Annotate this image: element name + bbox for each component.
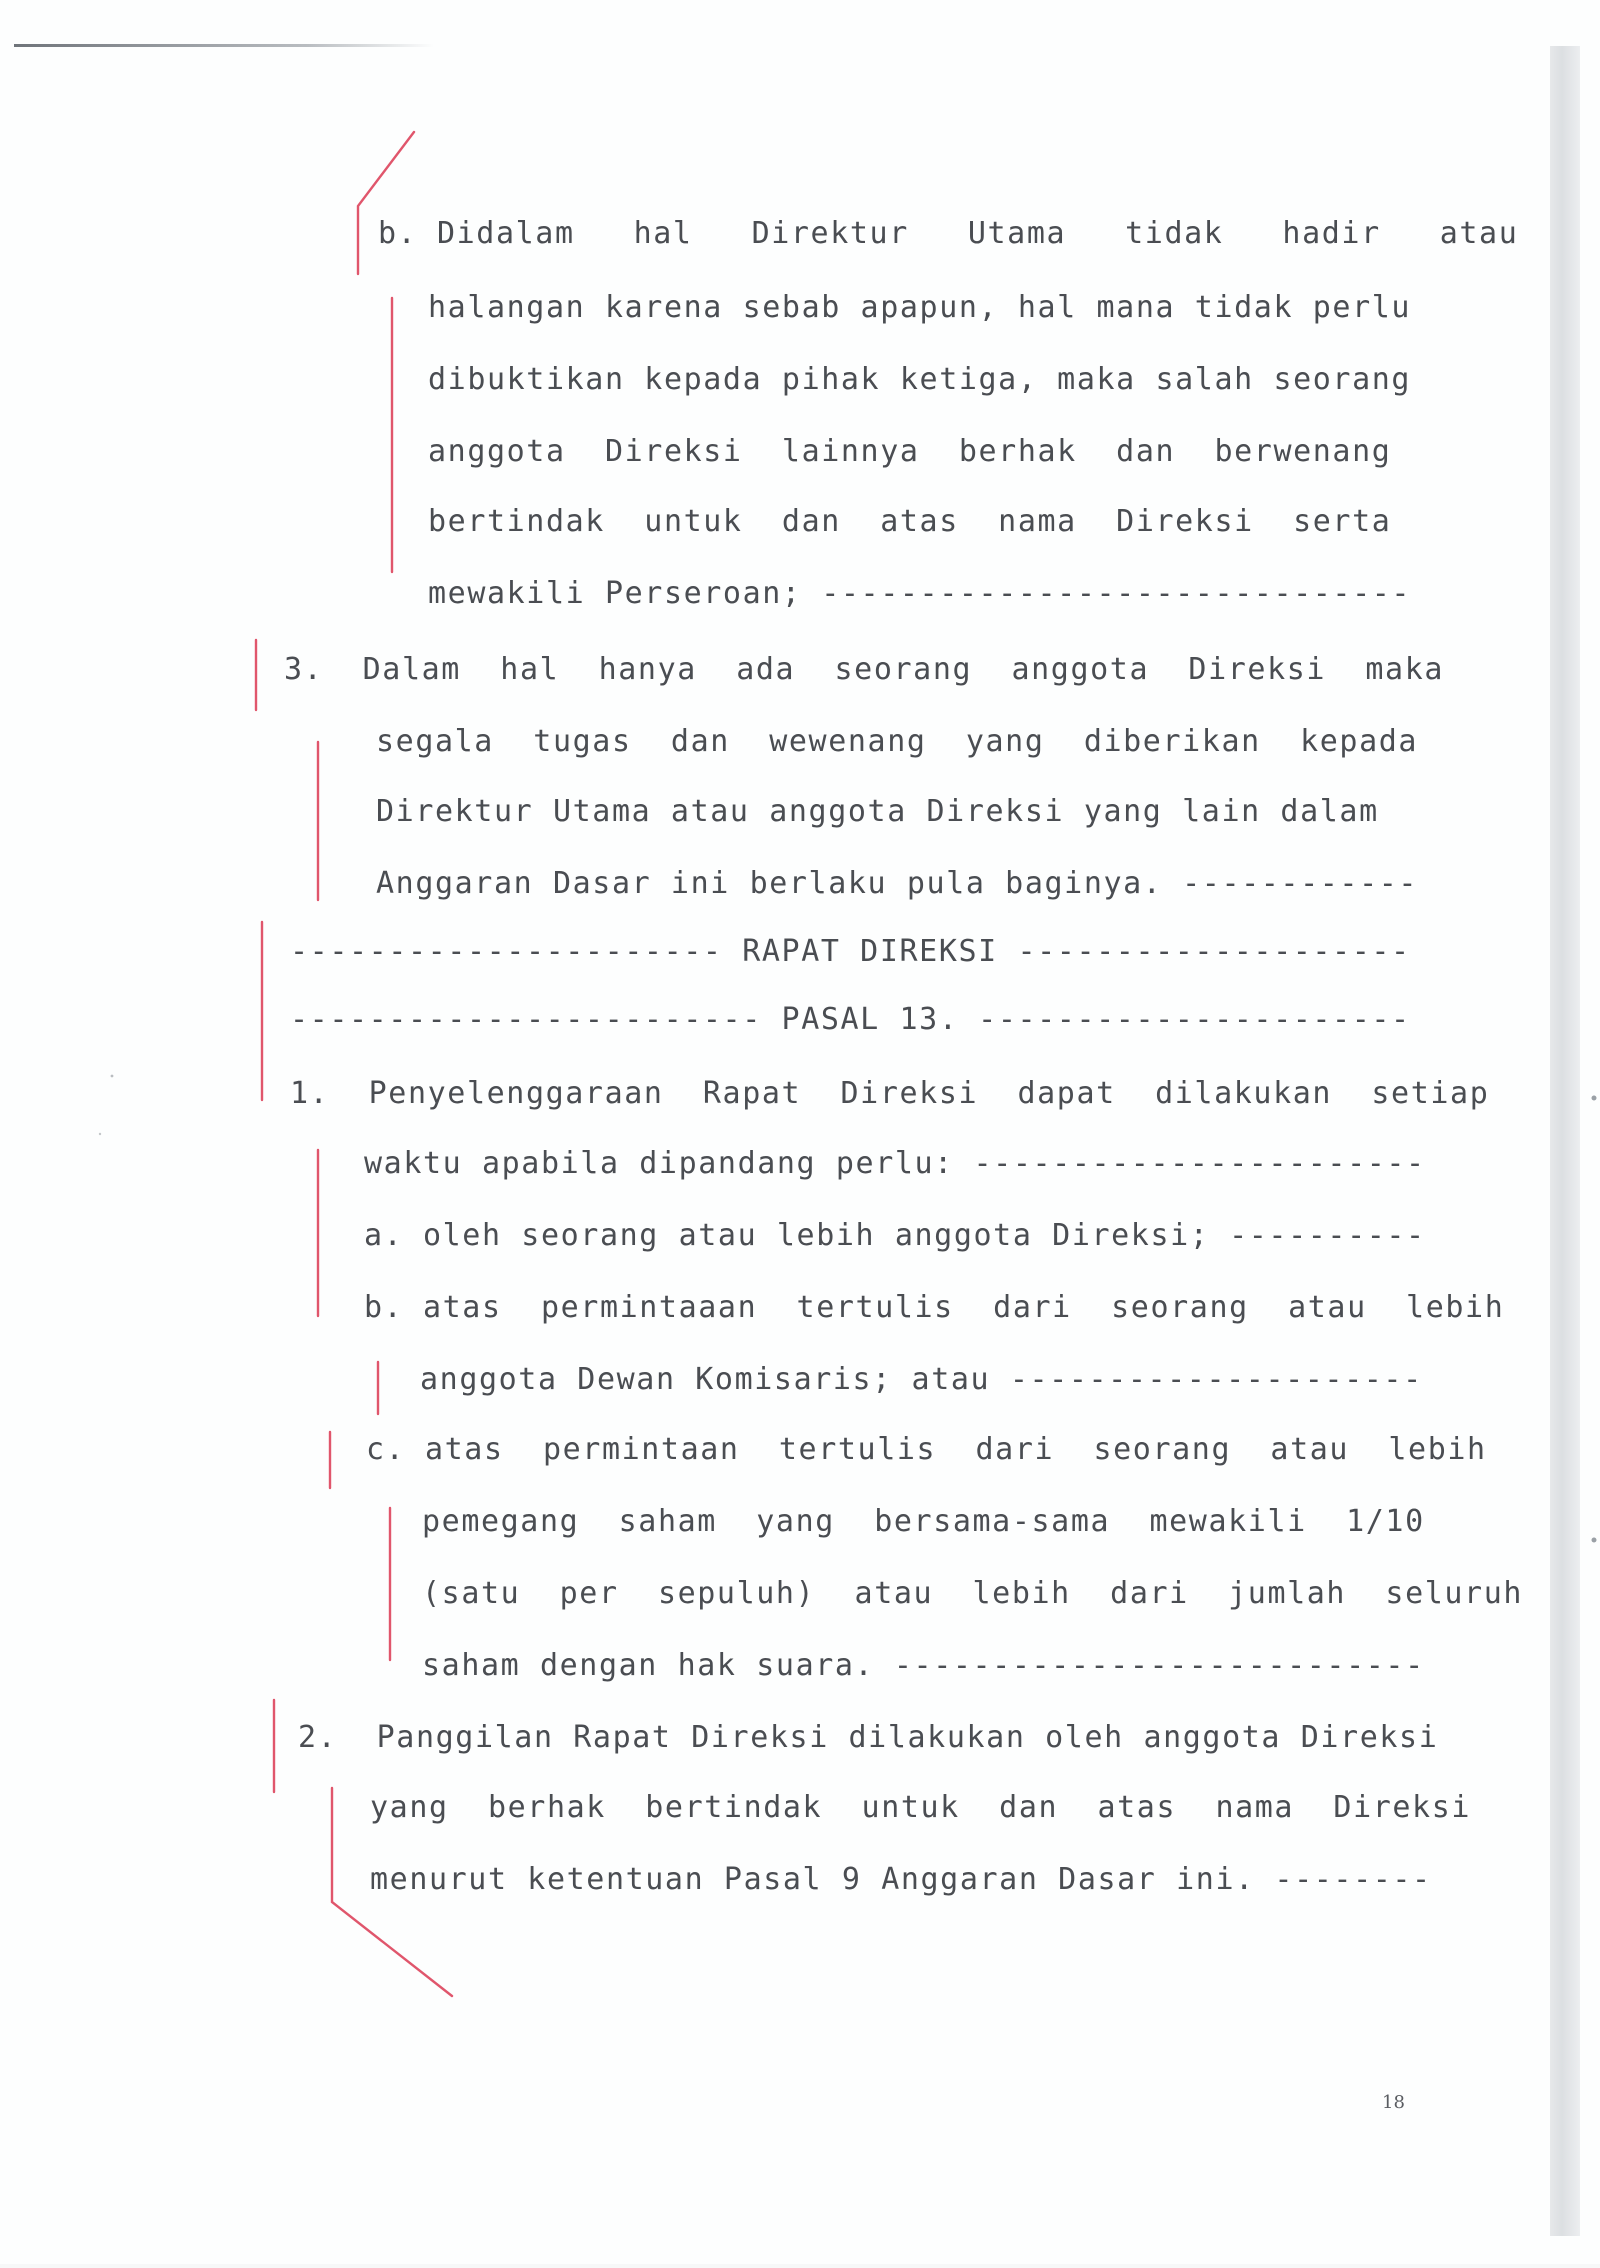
item-1a-line-1: a. oleh seorang atau lebih anggota Direksi; ---------- xyxy=(364,1218,1426,1253)
section-heading-pasal: ------------------------ PASAL 13. ---------------------- xyxy=(290,1002,1411,1037)
item-b-line-3: dibuktikan kepada pihak ketiga, maka salah seorang xyxy=(428,362,1412,397)
item-b-line-5: bertindak untuk dan atas nama Direksi serta xyxy=(428,504,1392,539)
item-1b-line-1: b. atas permintaaan tertulis dari seorang atau lebih xyxy=(364,1290,1505,1325)
item-b-line-6: mewakili Perseroan; ------------------------------ xyxy=(428,576,1412,611)
item-1c-line-2: pemegang saham yang bersama-sama mewakili 1/10 xyxy=(422,1504,1425,1539)
item-1-line-2: waktu apabila dipandang perlu: ----------------------- xyxy=(364,1146,1426,1181)
item-b-line-4: anggota Direksi lainnya berhak dan berwenang xyxy=(428,434,1392,469)
item-3-line-4: Anggaran Dasar ini berlaku pula baginya. ------------ xyxy=(376,866,1419,901)
item-b-line-2: halangan karena sebab apapun, hal mana tidak perlu xyxy=(428,290,1412,325)
item-1c-line-3: (satu per sepuluh) atau lebih dari jumlah seluruh xyxy=(422,1576,1524,1611)
item-1c-line-1: c. atas permintaan tertulis dari seorang atau lebih xyxy=(366,1432,1487,1467)
item-3-line-3: Direktur Utama atau anggota Direksi yang lain dalam xyxy=(376,794,1379,829)
item-3-line-1: 3. Dalam hal hanya ada seorang anggota Direksi maka xyxy=(284,652,1445,687)
page-number: 18 xyxy=(1382,2092,1405,2113)
section-heading-rapat-direksi: ---------------------- RAPAT DIREKSI -------------------- xyxy=(290,934,1411,969)
item-1b-line-2: anggota Dewan Komisaris; atau --------------------- xyxy=(420,1362,1423,1397)
item-2-line-2: yang berhak bertindak untuk dan atas nama Direksi xyxy=(370,1790,1472,1825)
item-2-line-1: 2. Panggilan Rapat Direksi dilakukan oleh anggota Direksi xyxy=(298,1720,1439,1755)
item-1-line-1: 1. Penyelenggaraan Rapat Direksi dapat dilakukan setiap xyxy=(290,1076,1490,1111)
item-1c-line-4: saham dengan hak suara. --------------------------- xyxy=(422,1648,1425,1683)
item-2-line-3: menurut ketentuan Pasal 9 Anggaran Dasar ini. -------- xyxy=(370,1862,1432,1897)
item-b-line-1: b. Didalam hal Direktur Utama tidak hadir atau xyxy=(378,216,1519,251)
item-3-line-2: segala tugas dan wewenang yang diberikan kepada xyxy=(376,724,1419,759)
